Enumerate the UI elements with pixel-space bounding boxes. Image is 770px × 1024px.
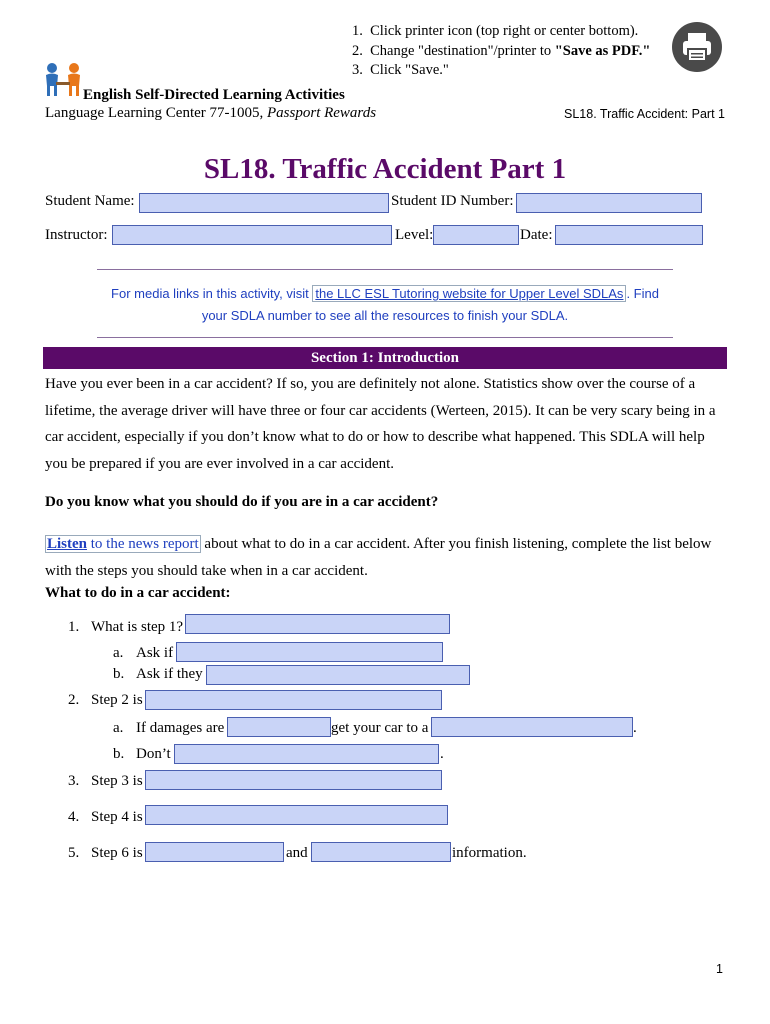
org-line xyxy=(45,105,376,122)
step-label: Step 3 is xyxy=(91,773,143,789)
instr-text: Click printer icon (top right or center bottom). xyxy=(370,23,639,39)
step-label: Step 6 is xyxy=(91,845,143,861)
intro-line: you be prepared if you are ever involved in a car accident. xyxy=(45,456,394,473)
step-text: . xyxy=(440,746,444,762)
step4-field[interactable] xyxy=(145,805,448,825)
org-title: English Self-Directed Learning Activities xyxy=(83,87,345,103)
step-letter: b. xyxy=(113,746,125,762)
news-report-link[interactable] xyxy=(45,535,201,553)
student-name-field[interactable] xyxy=(139,193,389,213)
date-field[interactable] xyxy=(555,225,703,245)
divider xyxy=(97,269,673,270)
instructor-label: Instructor: xyxy=(45,227,108,243)
instr-num: 1. xyxy=(352,23,363,39)
page-number: 1 xyxy=(716,962,723,976)
step1-field[interactable] xyxy=(185,614,450,634)
step-text: get your car to a xyxy=(331,720,429,736)
media-note-text: For media links in this activity, visit xyxy=(111,286,313,301)
step-number: 5. xyxy=(68,845,80,861)
listen-text: about what to do in a car accident. After you finish listening, complete the list below xyxy=(200,536,712,552)
intro-line: Have you ever been in a car accident? If so, you are definitely not alone. Statistics show over the course of a xyxy=(45,376,696,392)
level-label: Level: xyxy=(395,227,434,243)
media-note-text: . Find xyxy=(626,286,659,301)
tutoring-website-link[interactable]: the LLC ESL Tutoring website for Upper Level SDLAs xyxy=(312,285,626,302)
level-field[interactable] xyxy=(433,225,519,245)
listen-link-bold: Listen xyxy=(47,536,88,552)
instr-text-bold: "Save as PDF." xyxy=(554,42,651,59)
step2b-field[interactable] xyxy=(174,744,439,764)
date-label: Date: xyxy=(520,227,553,243)
instructor-field[interactable] xyxy=(112,225,392,245)
step-letter: a. xyxy=(113,720,124,736)
page-title: SL18. Traffic Accident Part 1 xyxy=(203,153,567,185)
instr-text: Click "Save." xyxy=(370,62,449,78)
list-heading: What to do in a car accident: xyxy=(45,585,231,601)
step2a-damages-field[interactable] xyxy=(227,717,331,737)
listen-link-rest: to the news report xyxy=(87,536,199,552)
intro-line: lifetime, the average driver will have three or four car accidents (Werteen, 2015). It can be very scary being in a xyxy=(45,402,716,419)
listen-paragraph xyxy=(45,531,711,585)
step-label: Step 4 is xyxy=(91,809,143,825)
step5-field-a[interactable] xyxy=(145,842,284,862)
step5-field-b[interactable] xyxy=(311,842,451,862)
student-id-label: Student ID Number: xyxy=(391,193,514,209)
step2-field[interactable] xyxy=(145,690,442,710)
media-note-line2: your SDLA number to see all the resources to finish your SDLA. xyxy=(201,308,569,323)
instr-num: 3. xyxy=(352,62,363,78)
instr-num: 2. xyxy=(352,42,363,59)
step-label: If damages are xyxy=(136,720,225,736)
step-text: information. xyxy=(452,845,527,861)
step-number: 1. xyxy=(68,619,80,635)
step1b-field[interactable] xyxy=(206,665,470,685)
step-text: and xyxy=(286,845,308,861)
intro-line: car accident, especially if you don’t know what to do or how to describe what happened. This SDLA will help xyxy=(45,429,705,446)
step3-field[interactable] xyxy=(145,770,442,790)
media-note xyxy=(0,283,770,327)
step-number: 2. xyxy=(68,692,80,708)
step-letter: b. xyxy=(113,666,125,682)
step-label: What is step 1? xyxy=(91,619,184,635)
step2a-location-field[interactable] xyxy=(431,717,633,737)
llc-logo-icon xyxy=(42,62,84,98)
step-text: . xyxy=(633,720,637,736)
doc-code: SL18. Traffic Accident: Part 1 xyxy=(564,107,725,121)
step1a-field[interactable] xyxy=(176,642,443,662)
divider xyxy=(97,337,673,338)
section-heading: Section 1: Introduction xyxy=(43,347,727,369)
step-label: Don’t xyxy=(136,746,171,762)
step-letter: a. xyxy=(113,645,124,661)
org-line-text: Language Learning Center 77-1005, xyxy=(45,105,268,121)
listen-line2: with the steps you should take when in a car accident. xyxy=(45,563,368,579)
step-label: Ask if xyxy=(136,645,174,661)
step-label: Ask if they xyxy=(136,666,203,682)
org-line-italic: Passport Rewards xyxy=(267,105,377,121)
student-name-label: Student Name: xyxy=(45,193,135,209)
student-id-field[interactable] xyxy=(516,193,702,213)
instr-text: Change "destination"/printer to xyxy=(370,42,555,59)
print-instructions xyxy=(352,22,650,81)
step-number: 3. xyxy=(68,773,80,789)
step-label: Step 2 is xyxy=(91,692,143,708)
intro-paragraph xyxy=(45,371,716,478)
step-number: 4. xyxy=(68,809,80,825)
printer-icon[interactable] xyxy=(672,22,722,72)
question-heading: Do you know what you should do if you are in a car accident? xyxy=(45,494,439,510)
